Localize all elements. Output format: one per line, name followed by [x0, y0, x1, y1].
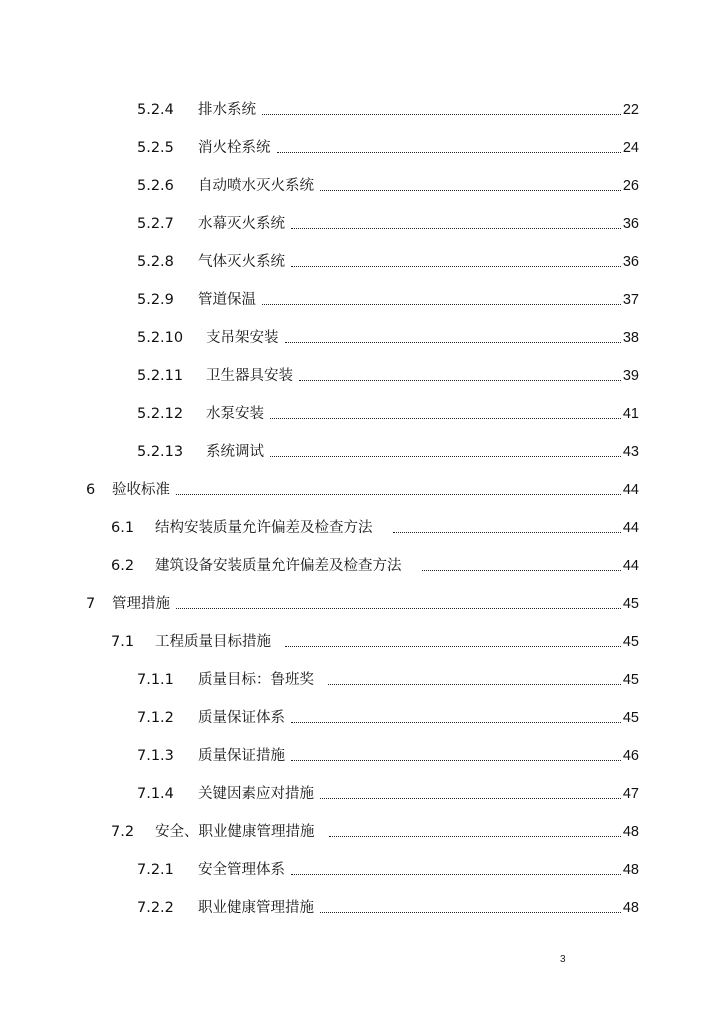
toc-entry[interactable]: [137, 97, 639, 119]
toc-entry-title: 管理措施: [112, 596, 170, 612]
toc-entry-number: 7.2: [111, 824, 135, 840]
toc-dot-leader: [291, 722, 621, 723]
toc-entry-title: 管道保温: [198, 292, 256, 308]
toc-entry-page: 41: [622, 406, 639, 422]
toc-entry-page: 44: [622, 520, 639, 536]
toc-dot-leader: [299, 380, 621, 381]
toc-entry-page: 45: [622, 710, 639, 726]
toc-entry[interactable]: [137, 173, 639, 195]
toc-entry-title: 工程质量目标措施: [155, 634, 271, 650]
toc-entry[interactable]: [111, 819, 639, 841]
toc-entry-number: 5.2.4: [137, 102, 174, 118]
toc-entry-page: 36: [622, 254, 639, 270]
toc-entry[interactable]: [137, 363, 639, 385]
toc-entry-page: 26: [622, 178, 639, 194]
toc-entry-number: 6.1: [111, 520, 135, 536]
toc-entry-number: 7: [86, 596, 96, 612]
toc-entry-title: 系统调试: [206, 444, 264, 460]
toc-entry-page: 39: [622, 368, 639, 384]
toc-entry-page: 37: [622, 292, 639, 308]
toc-entry-title: 安全、职业健康管理措施: [155, 824, 315, 840]
toc-entry-number: 5.2.5: [137, 140, 174, 156]
toc-entry-title: 结构安装质量允许偏差及检查方法: [155, 520, 373, 536]
toc-dot-leader: [285, 646, 621, 647]
toc-entry-title: 排水系统: [198, 102, 256, 118]
toc-entry[interactable]: [86, 591, 639, 613]
toc-entry-number: 5.2.13: [137, 444, 184, 460]
toc-entry-page: 45: [622, 672, 639, 688]
toc-entry-title: 支吊架安装: [206, 330, 279, 346]
toc-entry-number: 6: [86, 482, 96, 498]
toc-entry-number: 7.2.1: [137, 862, 174, 878]
toc-entry-number: 5.2.7: [137, 216, 174, 232]
toc-dot-leader: [262, 304, 621, 305]
toc-entry-title: 职业健康管理措施: [198, 900, 314, 916]
toc-entry-title: 自动喷水灭火系统: [198, 178, 314, 194]
toc-entry-page: 22: [622, 102, 639, 118]
toc-entry-number: 5.2.9: [137, 292, 174, 308]
toc-entry[interactable]: [137, 781, 639, 803]
toc-entry-page: 47: [622, 786, 639, 802]
toc-entry-page: 45: [622, 596, 639, 612]
toc-dot-leader: [320, 190, 621, 191]
toc-entry[interactable]: [137, 857, 639, 879]
toc-entry-page: 45: [622, 634, 639, 650]
toc-entry-number: 5.2.8: [137, 254, 174, 270]
toc-entry[interactable]: [86, 477, 639, 499]
toc-entry-title: 水幕灭火系统: [198, 216, 285, 232]
toc-entry[interactable]: [137, 211, 639, 233]
toc-entry-title: 气体灭火系统: [198, 254, 285, 270]
toc-dot-leader: [285, 342, 621, 343]
toc-dot-leader: [270, 456, 621, 457]
toc-entry[interactable]: [137, 743, 639, 765]
toc-entry-page: 44: [622, 482, 639, 498]
toc-entry[interactable]: [137, 401, 639, 423]
toc-entry-page: 24: [622, 140, 639, 156]
toc-entry-number: 5.2.6: [137, 178, 174, 194]
toc-dot-leader: [270, 418, 621, 419]
toc-dot-leader: [328, 684, 621, 685]
toc-entry[interactable]: [137, 705, 639, 727]
toc-entry-title: 水泵安装: [206, 406, 264, 422]
toc-entry-number: 5.2.11: [137, 368, 184, 384]
toc-entry[interactable]: [137, 667, 639, 689]
toc-dot-leader: [176, 608, 621, 609]
toc-entry[interactable]: [137, 439, 639, 461]
toc-entry-number: 7.1.1: [137, 672, 174, 688]
toc-entry-title: 关键因素应对措施: [198, 786, 314, 802]
page-number: 3: [560, 954, 566, 965]
toc-dot-leader: [291, 228, 621, 229]
toc-entry[interactable]: [137, 249, 639, 271]
toc-entry-page: 36: [622, 216, 639, 232]
toc-entry-number: 7.1.3: [137, 748, 174, 764]
toc-entry-page: 38: [622, 330, 639, 346]
toc-entry-number: 5.2.12: [137, 406, 184, 422]
toc-entry[interactable]: [137, 895, 639, 917]
toc-dot-leader: [329, 836, 621, 837]
toc-entry[interactable]: [111, 515, 639, 537]
toc-entry[interactable]: [137, 135, 639, 157]
toc-dot-leader: [291, 266, 621, 267]
toc-entry-number: 6.2: [111, 558, 135, 574]
toc-entry-title: 验收标准: [112, 482, 170, 498]
toc-entry-title: 卫生器具安装: [206, 368, 293, 384]
toc-entry-page: 48: [622, 824, 639, 840]
toc-dot-leader: [320, 912, 621, 913]
toc-entry-page: 44: [622, 558, 639, 574]
toc-dot-leader: [393, 532, 621, 533]
toc-entry[interactable]: [111, 629, 639, 651]
toc-dot-leader: [176, 494, 621, 495]
toc-entry[interactable]: [137, 325, 639, 347]
toc-entry-page: 48: [622, 862, 639, 878]
toc-entry-title: 安全管理体系: [198, 862, 285, 878]
toc-entry-number: 7.1: [111, 634, 135, 650]
toc-entry-title: 质量保证措施: [198, 748, 285, 764]
toc-entry-number: 7.1.4: [137, 786, 174, 802]
toc-entry-title: 质量保证体系: [198, 710, 285, 726]
toc-dot-leader: [262, 114, 621, 115]
toc-entry-number: 7.2.2: [137, 900, 174, 916]
toc-dot-leader: [291, 760, 621, 761]
toc-dot-leader: [422, 570, 621, 571]
toc-entry-page: 46: [622, 748, 639, 764]
toc-entry[interactable]: [137, 287, 639, 309]
toc-entry-page: 43: [622, 444, 639, 460]
toc-entry-title: 质量目标：鲁班奖: [198, 672, 314, 688]
toc-entry[interactable]: [111, 553, 639, 575]
toc-dot-leader: [277, 152, 621, 153]
toc-entry-title: 建筑设备安装质量允许偏差及检查方法: [155, 558, 402, 574]
toc-entry-title: 消火栓系统: [198, 140, 271, 156]
toc-dot-leader: [320, 798, 621, 799]
toc-entry-number: 7.1.2: [137, 710, 174, 726]
toc-entry-number: 5.2.10: [137, 330, 184, 346]
toc-entry-page: 48: [622, 900, 639, 916]
toc-dot-leader: [291, 874, 621, 875]
